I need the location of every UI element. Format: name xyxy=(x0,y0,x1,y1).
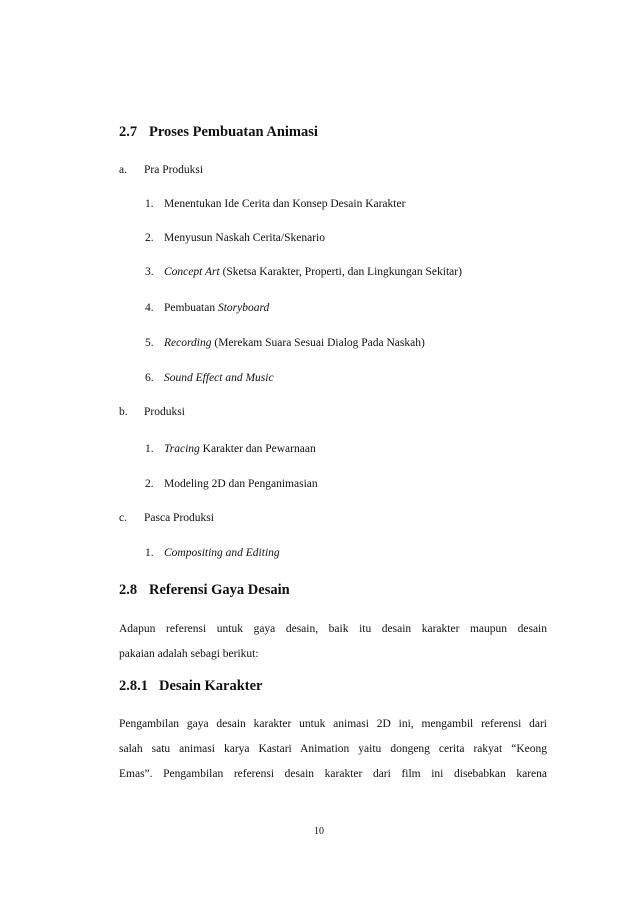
item-number: 5. xyxy=(145,337,154,349)
item-number: 2. xyxy=(145,478,154,490)
section-title: Desain Karakter xyxy=(159,678,263,694)
item-number: 1. xyxy=(145,198,154,210)
item-number: 6. xyxy=(145,372,154,384)
section-2-8-1-paragraph xyxy=(119,716,547,791)
item-italic-text: Recording xyxy=(164,337,212,349)
paragraph-line: Adapun referensi untuk gaya desain, baik itu desain karakter maupun desain xyxy=(119,623,547,635)
section-2-8-heading xyxy=(119,582,290,599)
section-2-7-heading xyxy=(119,124,318,141)
item-number: 2. xyxy=(145,232,154,244)
paragraph-line: salah satu animasi karya Kastari Animation yaitu dongeng cerita rakyat “Keong xyxy=(119,743,547,755)
section-title: Referensi Gaya Desain xyxy=(149,582,290,598)
list-item xyxy=(145,198,405,210)
item-text: Modeling 2D dan Penganimasian xyxy=(164,478,318,490)
list-item xyxy=(145,337,425,349)
subsection-produksi xyxy=(119,406,185,418)
subsection-letter: b. xyxy=(119,406,128,418)
subsection-label: Produksi xyxy=(144,406,185,418)
section-number: 2.8 xyxy=(119,582,138,598)
item-italic-text: Sound Effect and Music xyxy=(164,372,274,384)
item-text: Karakter dan Pewarnaan xyxy=(199,443,316,455)
subsection-label: Pra Produksi xyxy=(144,164,204,176)
subsection-label: Pasca Produksi xyxy=(144,512,214,524)
list-item xyxy=(145,443,316,455)
item-italic-text: Compositing and Editing xyxy=(164,547,280,559)
item-number: 4. xyxy=(145,302,154,314)
subsection-letter: c. xyxy=(119,512,127,524)
section-number: 2.7 xyxy=(119,124,138,140)
paragraph-line: pakaian adalah sebagi berikut: xyxy=(119,648,259,660)
list-item xyxy=(145,232,325,244)
paragraph-line: Pengambilan gaya desain karakter untuk animasi 2D ini, mengambil referensi dari xyxy=(119,718,547,730)
list-item xyxy=(145,478,318,490)
item-text: (Merekam Suara Sesuai Dialog Pada Naskah) xyxy=(211,337,425,349)
item-text: Pembuatan xyxy=(164,302,218,314)
list-item xyxy=(145,372,274,384)
item-italic-text: Storyboard xyxy=(217,302,270,314)
paragraph-line: Emas”. Pengambilan referensi desain karakter dari film ini disebabkan karena xyxy=(119,768,547,780)
item-number: 1. xyxy=(145,547,154,559)
item-text: Menentukan Ide Cerita dan Konsep Desain Karakter xyxy=(164,198,406,210)
list-item xyxy=(145,266,462,278)
item-italic-text: Tracing xyxy=(164,443,200,455)
section-2-8-1-heading xyxy=(119,678,263,695)
item-italic-text: Concept Art xyxy=(164,266,220,278)
item-number: 1. xyxy=(145,443,154,455)
subsection-letter: a. xyxy=(119,164,127,176)
list-item xyxy=(145,547,280,559)
subsection-pra-produksi xyxy=(119,164,203,176)
section-number: 2.8.1 xyxy=(119,678,148,694)
item-text: (Sketsa Karakter, Properti, dan Lingkungan Sekitar) xyxy=(219,266,462,278)
item-number: 3. xyxy=(145,266,154,278)
list-item xyxy=(145,302,269,314)
subsection-pasca-produksi xyxy=(119,512,214,524)
section-title: Proses Pembuatan Animasi xyxy=(149,124,318,140)
section-2-8-paragraph xyxy=(119,621,547,671)
page-number: 10 xyxy=(314,826,324,837)
item-text: Menyusun Naskah Cerita/Skenario xyxy=(164,232,325,244)
